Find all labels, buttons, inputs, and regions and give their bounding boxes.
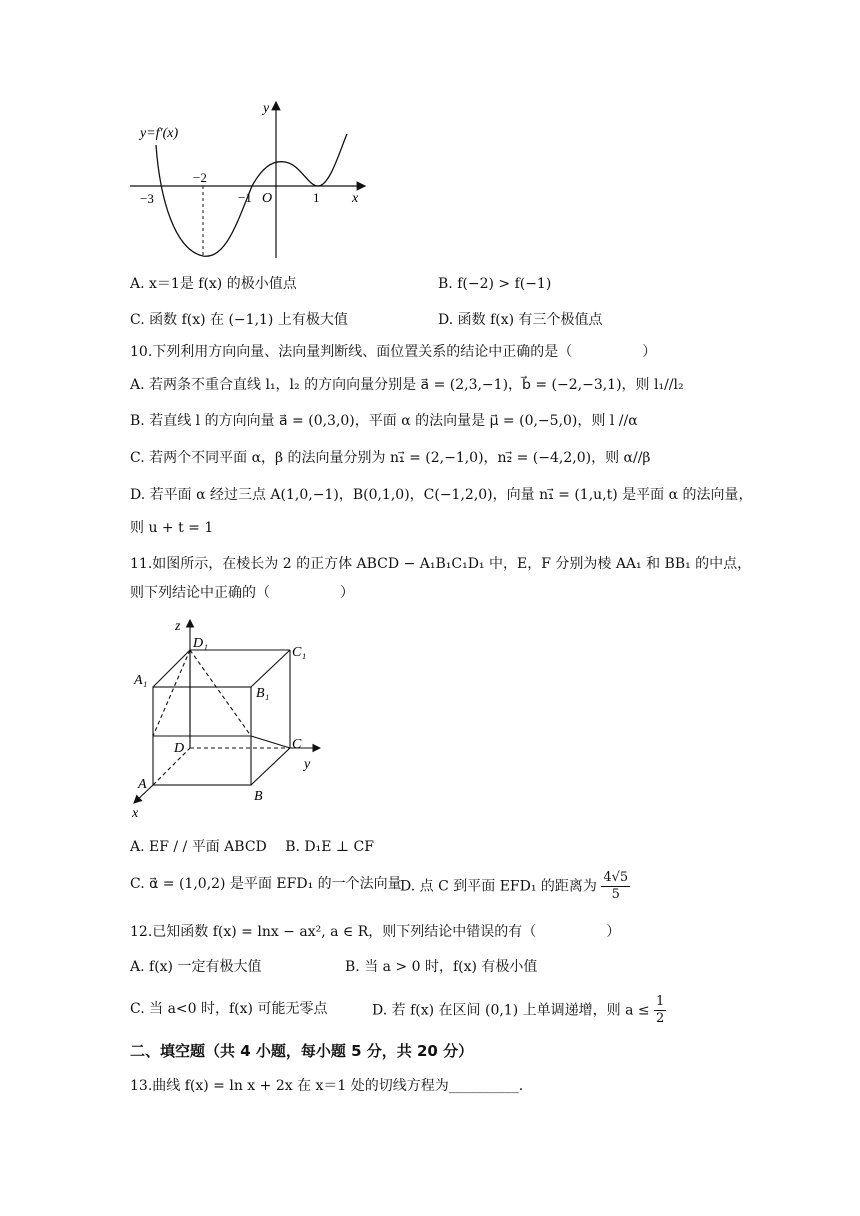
label-D: D: [174, 741, 185, 756]
q9-option-c: C. 函数 f(x) 在 (−1,1) 上有极大值: [130, 312, 348, 328]
q11-option-d-text: D. 点 C 到平面 EFD₁ 的距离为: [400, 878, 597, 895]
derivative-graph: [120, 95, 380, 270]
label-x: x: [132, 806, 139, 820]
q11-option-c-text: C. α⃗ = (1,0,2) 是平面 EFD₁ 的一个法向量: [130, 876, 402, 892]
label-A: A: [138, 777, 147, 792]
q12-stem: 12.已知函数 f(x) = lnx − ax², a ∈ R，则下列结论中错误的有（ ）: [130, 924, 621, 940]
q10-option-b: B. 若直线 l 的方向向量 a⃗ = (0,3,0)，平面 α 的法向量是 μ⃗ = (0,−5,0)，则 l //α: [130, 413, 638, 429]
q10-stem: 10.下列利用方向向量、法向量判断线、面位置关系的结论中正确的是（ ）: [130, 344, 657, 360]
q12-option-c: C. 当 a<0 时，f(x) 可能无零点: [130, 1001, 328, 1017]
q12-option-d: [372, 994, 666, 1027]
label-C1: C₁: [292, 645, 307, 660]
label-D1: D₁: [193, 636, 208, 651]
fraction-denominator: 2: [656, 1011, 665, 1026]
origin-label: O: [262, 191, 273, 206]
q9-option-b: B. f(−2) > f(−1): [438, 276, 552, 292]
label-B: B: [254, 789, 263, 804]
x-axis-label: x: [352, 191, 359, 206]
tick-1: 1: [313, 190, 320, 205]
q10-option-a: A. 若两条不重合直线 l₁，l₂ 的方向向量分别是 a⃗ = (2,3,−1)，b⃗ = (−2,−3,1)，则 l₁//l₂: [130, 377, 684, 393]
q9-option-d: D. 函数 f(x) 有三个极值点: [438, 312, 603, 328]
label-C: C: [292, 737, 302, 752]
q10-option-c: C. 若两个不同平面 α，β 的法向量分别为 n₁⃗ = (2,−1,0)，n₂⃗ = (−4,2,0)，则 α//β: [130, 450, 651, 466]
label-y: y: [304, 757, 311, 772]
q11-option-c: [130, 873, 402, 895]
fraction-numerator: 4√5: [603, 870, 629, 885]
tick-minus-3: −3: [140, 191, 154, 206]
q12-option-a: A. f(x) 一定有极大值: [130, 959, 262, 975]
fraction-numerator: 1: [656, 994, 665, 1009]
q11-stem-line1: 11.如图所示，在棱长为 2 的正方体 ABCD − A₁B₁C₁D₁ 中，E，F 分别为棱 AA₁ 和 BB₁ 的中点，: [130, 556, 752, 572]
q11-stem-line2: 则下列结论中正确的（ ）: [130, 585, 354, 601]
curve-label: y=f′(x): [140, 126, 179, 141]
section-heading: 二、填空题（共 4 小题，每小题 5 分，共 20 分）: [130, 1042, 474, 1060]
cube-figure: [125, 610, 330, 820]
q12-fraction: [654, 994, 666, 1027]
label-A1: A₁: [134, 673, 148, 688]
q11-options-ab: A. EF / / 平面 ABCD B. D₁E ⊥ CF: [130, 839, 374, 855]
y-axis-label: y: [263, 101, 270, 116]
tick-minus-1: −1: [238, 190, 252, 205]
q12-option-d-text: D. 若 f(x) 在区间 (0,1) 上单调递增，则 a ≤: [372, 1002, 650, 1019]
q9-option-a: A. x＝1是 f(x) 的极小值点: [130, 276, 297, 292]
q10-option-d-line2: 则 u + t = 1: [130, 520, 214, 536]
fraction-denominator: 5: [611, 887, 620, 902]
q11-distance-fraction: [601, 870, 630, 903]
q13-text: 13.曲线 f(x) = ln x + 2x 在 x＝1 处的切线方程为__________.: [130, 1078, 524, 1094]
label-z: z: [175, 619, 181, 634]
q11-option-d: [400, 870, 630, 903]
q10-option-d-line1: D. 若平面 α 经过三点 A(1,0,−1)，B(0,1,0)，C(−1,2,0)，向量 n₁⃗ = (1,u,t) 是平面 α 的法向量，: [130, 487, 753, 503]
q12-option-b: B. 当 a > 0 时，f(x) 有极小值: [345, 959, 538, 975]
label-B1: B₁: [256, 686, 270, 701]
tick-minus-2: −2: [193, 170, 207, 185]
